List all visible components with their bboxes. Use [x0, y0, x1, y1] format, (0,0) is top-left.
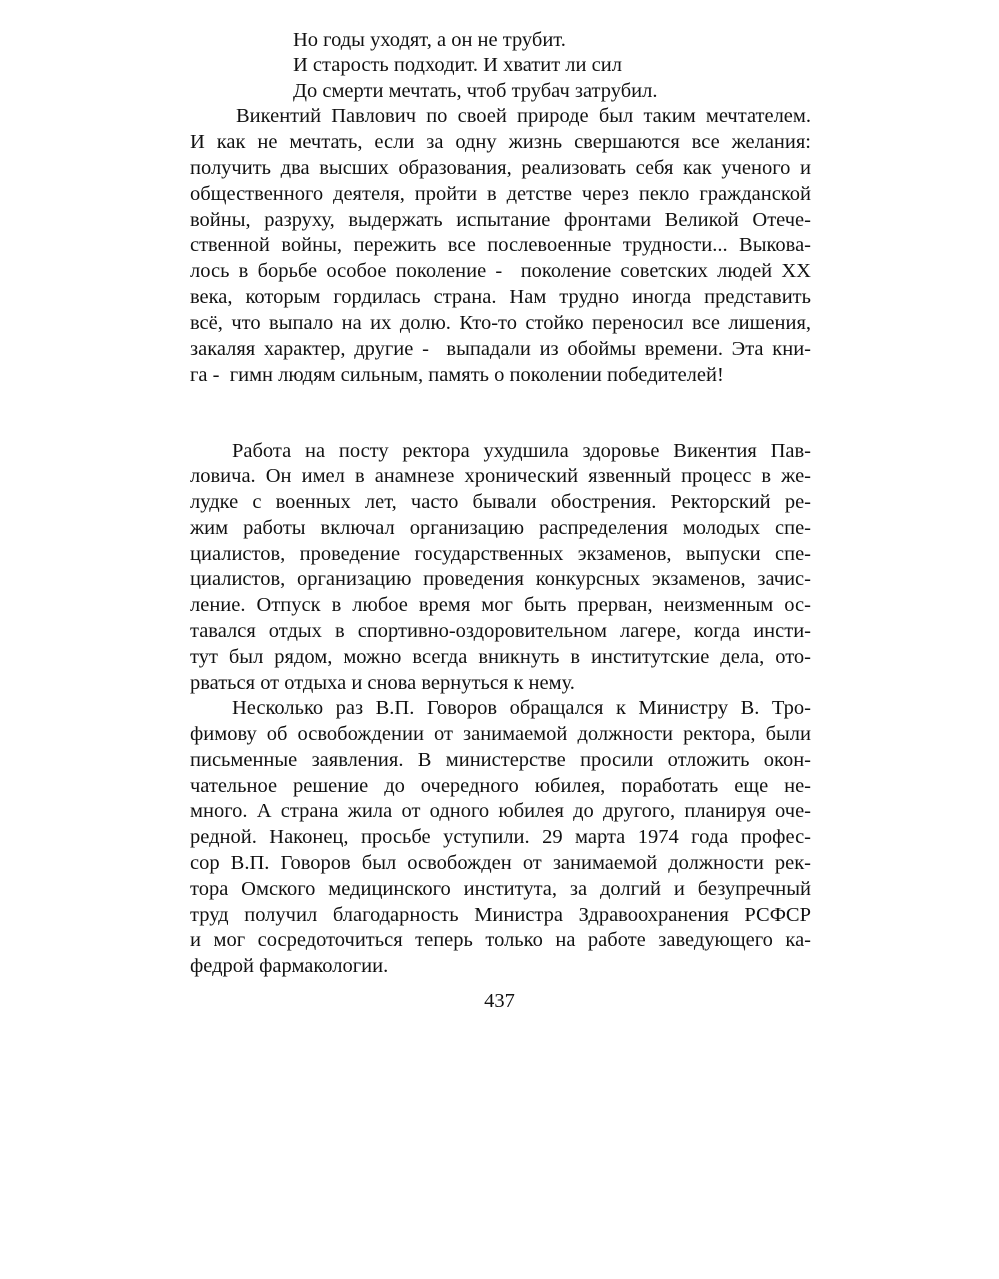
paragraph-line: рваться от отдыха и снова вернуться к нему. — [190, 672, 575, 694]
paragraph-line: лось в борьбе особое поколение - поколение советских людей XX — [190, 260, 811, 282]
poem-line: До смерти мечтать, чтоб трубач затрубил. — [293, 80, 658, 102]
paragraph-line: чательное решение до очередного юбилея, поработать еще не- — [190, 775, 811, 797]
paragraph-line: фимову об освобождении от занимаемой должности ректора, были — [190, 723, 811, 745]
paragraph-line: циалистов, организацию проведения конкурсных экзаменов, зачис- — [190, 568, 811, 590]
paragraph-line: тора Омского медицинского института, за долгий и безупречный — [190, 878, 811, 900]
paragraph-line: много. А страна жила от одного юбилея до другого, планируя оче- — [190, 800, 811, 822]
poem-line: Но годы уходят, а он не трубит. — [293, 29, 566, 51]
paragraph-line: общественного деятеля, пройти в детстве через пекло гражданской — [190, 183, 811, 205]
paragraph-line: войны, разруху, выдержать испытание фронтами Великой Отече- — [190, 209, 811, 231]
page-number: 437 — [484, 990, 515, 1012]
paragraph-line: Викентий Павлович по своей природе был таким мечтателем. — [236, 105, 811, 127]
paragraph-line: И как не мечтать, если за одну жизнь свершаются все желания: — [190, 131, 811, 153]
paragraph-line: века, которым гордилась страна. Нам трудно иногда представить — [190, 286, 811, 308]
paragraph-line: га - гимн людям сильным, память о поколении победителей! — [190, 364, 724, 386]
paragraph-line: тавался отдых в спортивно-оздоровительном лагере, когда инсти- — [190, 620, 811, 642]
paragraph-line: Работа на посту ректора ухудшила здоровье Викентия Пав- — [232, 440, 811, 462]
paragraph-line: всё, что выпало на их долю. Кто-то стойко переносил все лишения, — [190, 312, 811, 334]
paragraph-line: циалистов, проведение государственных экзаменов, выпуски спе- — [190, 543, 811, 565]
paragraph-line: получить два высших образования, реализовать себя как ученого и — [190, 157, 811, 179]
paragraph-line: закаляя характер, другие - выпадали из обоймы времени. Эта кни- — [190, 338, 811, 360]
paragraph-line: труд получил благодарность Министра Здравоохранения РСФСР — [190, 904, 811, 926]
paragraph-line: лудке с военных лет, часто бывали обострения. Ректорский ре- — [190, 491, 811, 513]
paragraph-line: Несколько раз В.П. Говоров обращался к Министру В. Тро- — [232, 697, 811, 719]
paragraph-line: ственной войны, пережить все послевоенные трудности... Выкова- — [190, 234, 811, 256]
paragraph-line: федрой фармакологии. — [190, 955, 389, 977]
paragraph-line: редной. Наконец, просьбе уступили. 29 марта 1974 года профес- — [190, 826, 811, 848]
paragraph-line: ловича. Он имел в анамнезе хронический язвенный процесс в же- — [190, 465, 811, 487]
paragraph-line: жим работы включал организацию распределения молодых спе- — [190, 517, 811, 539]
poem-line: И старость подходит. И хватит ли сил — [293, 54, 622, 76]
paragraph-line: тут был рядом, можно всегда вникнуть в институтские дела, ото- — [190, 646, 811, 668]
paragraph-line: и мог сосредоточиться теперь только на работе заведующего ка- — [190, 929, 811, 951]
paragraph-line: сор В.П. Говоров был освобожден от занимаемой должности рек- — [190, 852, 811, 874]
paragraph-line: ление. Отпуск в любое время мог быть прерван, неизменным ос- — [190, 594, 811, 616]
paragraph-line: письменные заявления. В министерстве просили отложить окон- — [190, 749, 811, 771]
